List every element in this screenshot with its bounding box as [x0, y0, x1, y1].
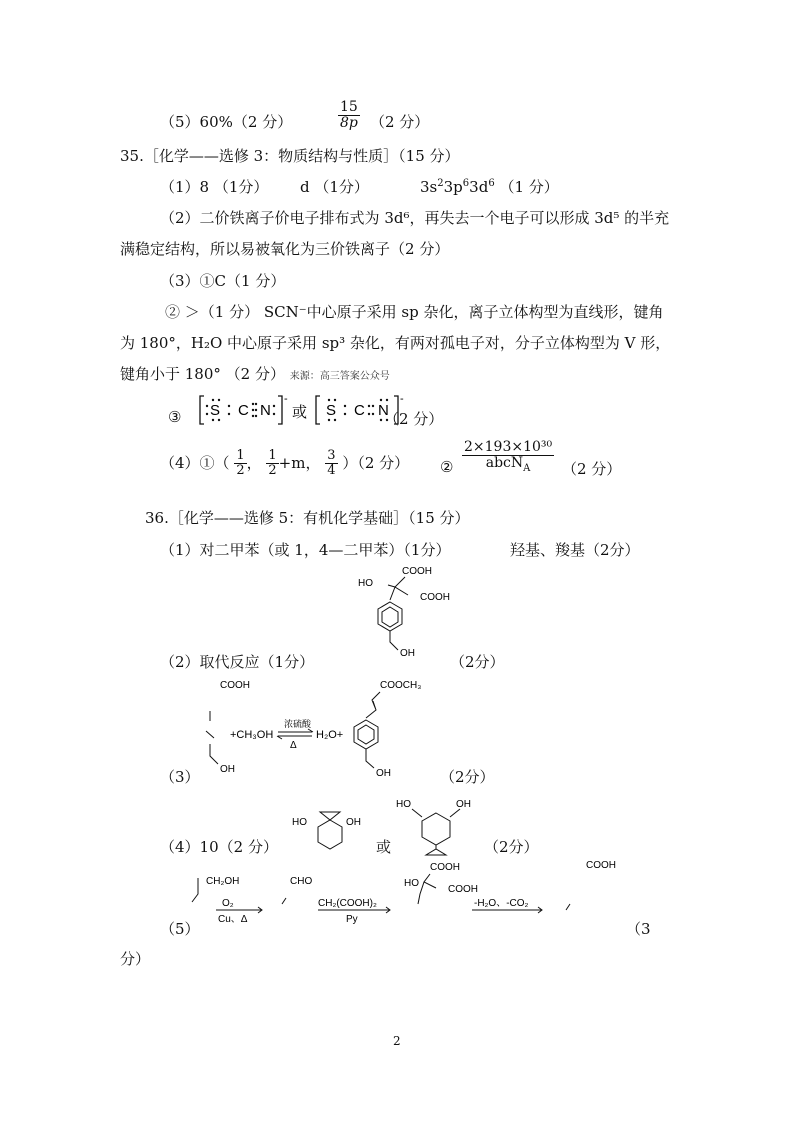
- q35-p4: （4）①（ $\frac{1}{2}$ ， $\frac{1}{2}$ +m， $\frac{3}{4}$ ）（2 分）: [160, 448, 410, 479]
- q35-p1-a: （1）8 （1分）: [160, 178, 269, 196]
- q36-p5-score-a: （3: [626, 920, 651, 938]
- q35-p1-b: d （1分）: [300, 178, 369, 196]
- mol-cooh-3: COOH: [220, 680, 250, 691]
- q36-p2-molecule: [350, 562, 460, 672]
- q35-p2-line1: （2）二价铁离子价电子排布式为 3d⁶，再失去一个电子可以形成 3d⁵ 的半充: [160, 209, 670, 227]
- mol-cooh-1: COOH: [402, 566, 432, 577]
- lewis-n-atom: N: [260, 402, 271, 419]
- q35-p3-2-line3: 键角小于 180° （2 分） 来源：高三答案公众号: [120, 365, 390, 383]
- mol-cooh-2: COOH: [420, 592, 450, 603]
- cond-top: 浓硫酸: [284, 719, 312, 729]
- step1-bot: Cu、Δ: [218, 914, 248, 925]
- lewis-c-atom-2: C: [354, 402, 365, 419]
- q36-p3-score: （2分）: [440, 768, 495, 786]
- q34-line5: （5）60%（2 分）: [160, 113, 293, 131]
- mol-ho-4: HO: [404, 878, 419, 889]
- q36-heading: 36.［化学——选修 5：有机化学基础］（15 分）: [145, 509, 470, 527]
- q35-p1-c: $3s^23p^63d^6$ （1 分）: [420, 178, 559, 196]
- q34-fraction: $\frac{15}{8p}$: [340, 99, 358, 132]
- q35-p2-line2: 满稳定结构，所以易被氧化为三价铁离子（2 分）: [120, 240, 450, 258]
- q36-p5-route: [190, 858, 630, 928]
- q36-p4-score: （2分）: [484, 838, 539, 856]
- mol-ho: HO: [358, 578, 373, 589]
- page-number: 2: [393, 1034, 401, 1048]
- mol-cooch3: COOCH₃: [380, 680, 422, 691]
- q35-p3-2-line2: 为 180°，H₂O 中心原子采用 sp³ 杂化，有两对孤电子对，分子立体构型为 V 形，: [120, 334, 671, 352]
- mol-cooh-4: COOH: [430, 862, 460, 873]
- mol-cooh-5: COOH: [448, 884, 478, 895]
- mol-oh-2: OH: [220, 764, 235, 775]
- source-watermark: 来源：高三答案公众号: [289, 371, 390, 382]
- step2-bot: Py: [346, 914, 358, 925]
- mol-cooh-6: COOH: [586, 860, 616, 871]
- lewis-or: 或: [292, 403, 308, 421]
- lewis-charge: -: [284, 393, 288, 405]
- mol-ho-2: HO: [292, 817, 307, 828]
- mol-oh: OH: [400, 648, 415, 659]
- q36-p4-label: （4）10（2 分）: [160, 838, 278, 856]
- mol-oh-3: OH: [376, 768, 391, 779]
- q35-p3-2-line1: ② ＞（1 分） SCN⁻中心原子采用 sp 杂化，离子立体构型为直线形，键角: [165, 303, 664, 321]
- mol-oh-4: OH: [346, 817, 361, 828]
- product-h2o: H₂O+: [316, 729, 344, 741]
- q35-heading: 35.［化学——选修 3：物质结构与性质］（15 分）: [120, 147, 460, 165]
- q36-p3-reaction: [190, 676, 470, 794]
- lewis-structure-1: [200, 393, 288, 424]
- step3-top: -H₂O、-CO₂: [474, 898, 529, 909]
- cond-bot: Δ: [290, 740, 297, 751]
- q36-p2-score: （2分）: [450, 653, 505, 671]
- q36-p1-a: （1）对二甲苯（或 1，4—二甲苯）（1分）: [160, 541, 451, 559]
- lewis-n-atom-2: N: [378, 402, 389, 419]
- q34-score: （2 分）: [370, 113, 430, 131]
- q36-p1-b: 羟基、羧基（2分）: [510, 541, 640, 559]
- mol-ch2oh: CH₂OH: [206, 876, 240, 887]
- q35-p3-3-label: ③: [168, 408, 182, 426]
- step2-top: CH₂(COOH)₂: [318, 898, 377, 909]
- q36-p4-molecule-2: [392, 795, 482, 857]
- q35-p4-2-score: （2 分）: [562, 460, 622, 478]
- mol-oh-5: OH: [456, 799, 471, 810]
- q36-p5-label: （5）: [160, 920, 200, 938]
- q36-p4-or: 或: [376, 838, 392, 856]
- lewis-c-atom: C: [238, 402, 249, 419]
- q36-p3-label: （3）: [160, 768, 200, 786]
- lewis-s-atom-2: S: [326, 402, 337, 419]
- reagent-ch3oh: +CH₃OH: [230, 729, 274, 741]
- mol-ho-3: HO: [396, 799, 411, 810]
- step1-top: O₂: [222, 898, 234, 909]
- q36-p2-a: （2）取代反应（1分）: [160, 653, 315, 671]
- q35-p3-1: （3）①C（1 分）: [160, 272, 286, 290]
- q35-p4-2-frac: $\frac{\text{2×193×10³⁰}}{abcN_A}$: [464, 439, 553, 475]
- lewis-charge-2: -: [400, 393, 404, 405]
- q36-p4-molecule-1: [290, 800, 380, 860]
- q35-p3-3-score: （2 分）: [384, 410, 444, 428]
- mol-cho: CHO: [290, 876, 313, 887]
- lewis-s-atom: S: [210, 402, 221, 419]
- q36-p5-score-b: 分）: [120, 950, 151, 968]
- q35-p4-2-label: ②: [440, 458, 454, 476]
